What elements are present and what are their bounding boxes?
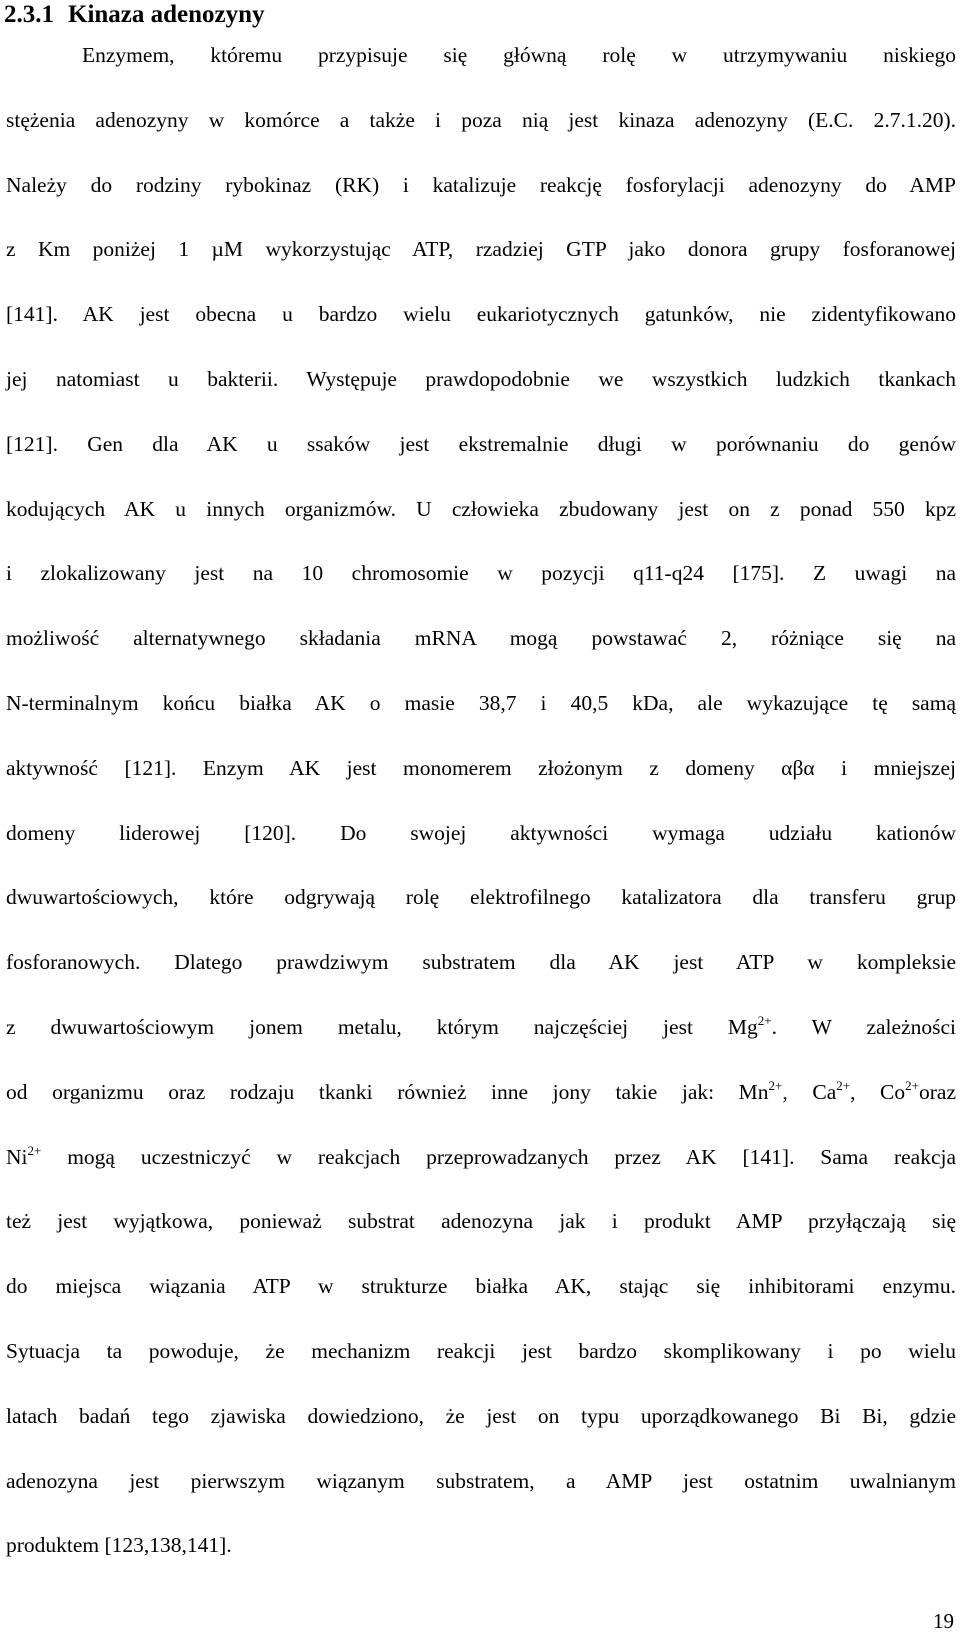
text-line — [6, 1271, 956, 1301]
text-line — [6, 299, 956, 329]
text-run: fosforanowych. Dlatego prawdziwym substratem dla AK jest ATP w kompleksie — [6, 950, 956, 975]
text-line — [6, 1012, 956, 1042]
text-run: od organizmu oraz rodzaju tkanki również inne jony takie jak: Mn — [6, 1079, 769, 1104]
text-run: . W zależności — [771, 1015, 956, 1039]
section-number: 2.3.1 — [4, 1, 54, 28]
text-line — [6, 688, 956, 718]
text-run: dwuwartościowych, które odgrywają rolę elektrofilnego katalizatora dla transferu grup — [6, 885, 956, 910]
text-line — [6, 105, 956, 135]
text-line — [6, 558, 956, 588]
text-run: też jest wyjątkowa, ponieważ substrat adenozyna jak i produkt AMP przyłączają się — [6, 1209, 956, 1234]
text-run: Ni — [6, 1144, 28, 1169]
text-run: z Km poniżej 1 µM wykorzystując ATP, rzadziej GTP jako donora grupy fosforanowej — [6, 237, 956, 262]
text-run: , Ca — [782, 1079, 837, 1104]
superscript: 2+ — [836, 1077, 851, 1093]
text-line — [6, 429, 956, 459]
text-run: do miejsca wiązania ATP w strukturze białka AK, stając się inhibitorami enzymu. — [6, 1274, 956, 1299]
text-run: i zlokalizowany jest na 10 chromosomie w pozycji q11-q24 [175]. Z uwagi na — [6, 561, 956, 586]
text-line — [6, 364, 956, 394]
text-run: produktem [123,138,141]. — [6, 1533, 232, 1558]
text-run: jej natomiast u bakterii. Występuje prawdopodobnie we wszystkich ludzkich tkankach — [6, 367, 956, 391]
text-run: domeny liderowej [120]. Do swojej aktywności wymaga udziału kationów — [6, 820, 956, 845]
text-run: stężenia adenozyny w komórce a także i poza nią jest kinaza adenozyny (E.C. 2.7.1.20). — [6, 107, 956, 132]
text-line — [6, 947, 956, 977]
text-line — [6, 818, 956, 848]
text-run: kodujących AK u innych organizmów. U człowieka zbudowany jest on z ponad 550 kpz — [6, 496, 956, 521]
superscript: 2+ — [768, 1077, 783, 1093]
text-run: adenozyna jest pierwszym wiązanym substratem, a AMP jest ostatnim uwalnianym — [6, 1468, 956, 1493]
text-line — [6, 1530, 956, 1560]
text-run: aktywność [121]. Enzym AK jest monomerem złożonym z domeny αβα i mniejszej — [6, 755, 956, 780]
text-run: mogą uczestniczyć w reakcjach przeprowadzanych przez AK [141]. Sama reakcja — [41, 1144, 956, 1169]
text-line — [6, 1206, 956, 1236]
text-line — [6, 1401, 956, 1431]
text-run: Sytuacja ta powoduje, że mechanizm reakcji jest bardzo skomplikowany i po wielu — [6, 1339, 956, 1363]
text-line — [6, 234, 956, 264]
text-line — [6, 170, 956, 200]
text-line — [6, 1142, 956, 1172]
section-heading — [4, 0, 265, 30]
text-line — [6, 623, 956, 653]
text-run: Należy do rodziny rybokinaz (RK) i katalizuje reakcję fosforylacji adenozyny do AMP — [6, 172, 956, 197]
text-run: Enzymem, któremu przypisuje się główną rolę w utrzymywaniu niskiego — [82, 43, 956, 67]
text-line — [6, 1336, 956, 1366]
text-run: , Co — [850, 1079, 906, 1104]
superscript: 2+ — [27, 1142, 42, 1158]
text-run: z dwuwartościowym jonem metalu, którym najczęściej jest Mg — [6, 1015, 758, 1039]
text-line — [6, 1466, 956, 1496]
page-number: 19 — [933, 1609, 954, 1633]
text-run: oraz — [919, 1079, 956, 1104]
superscript: 2+ — [905, 1077, 919, 1093]
text-line — [6, 753, 956, 783]
superscript: 2+ — [757, 1013, 772, 1028]
section-title: Kinaza adenozyny — [68, 1, 265, 28]
text-line — [6, 1077, 956, 1107]
text-run: [121]. Gen dla AK u ssaków jest ekstremalnie długi w porównaniu do genów — [6, 431, 956, 456]
text-line — [82, 40, 956, 70]
text-run: latach badań tego zjawiska dowiedziono, że jest on typu uporządkowanego Bi Bi, gdzie — [6, 1403, 956, 1428]
text-run: N-terminalnym końcu białka AK o masie 38,7 i 40,5 kDa, ale wykazujące tę samą — [6, 691, 956, 715]
text-run: [141]. AK jest obecna u bardzo wielu eukariotycznych gatunków, nie zidentyfikowano — [6, 302, 956, 327]
text-line — [6, 882, 956, 912]
text-line — [6, 494, 956, 524]
text-run: możliwość alternatywnego składania mRNA mogą powstawać 2, różniące się na — [6, 626, 956, 651]
